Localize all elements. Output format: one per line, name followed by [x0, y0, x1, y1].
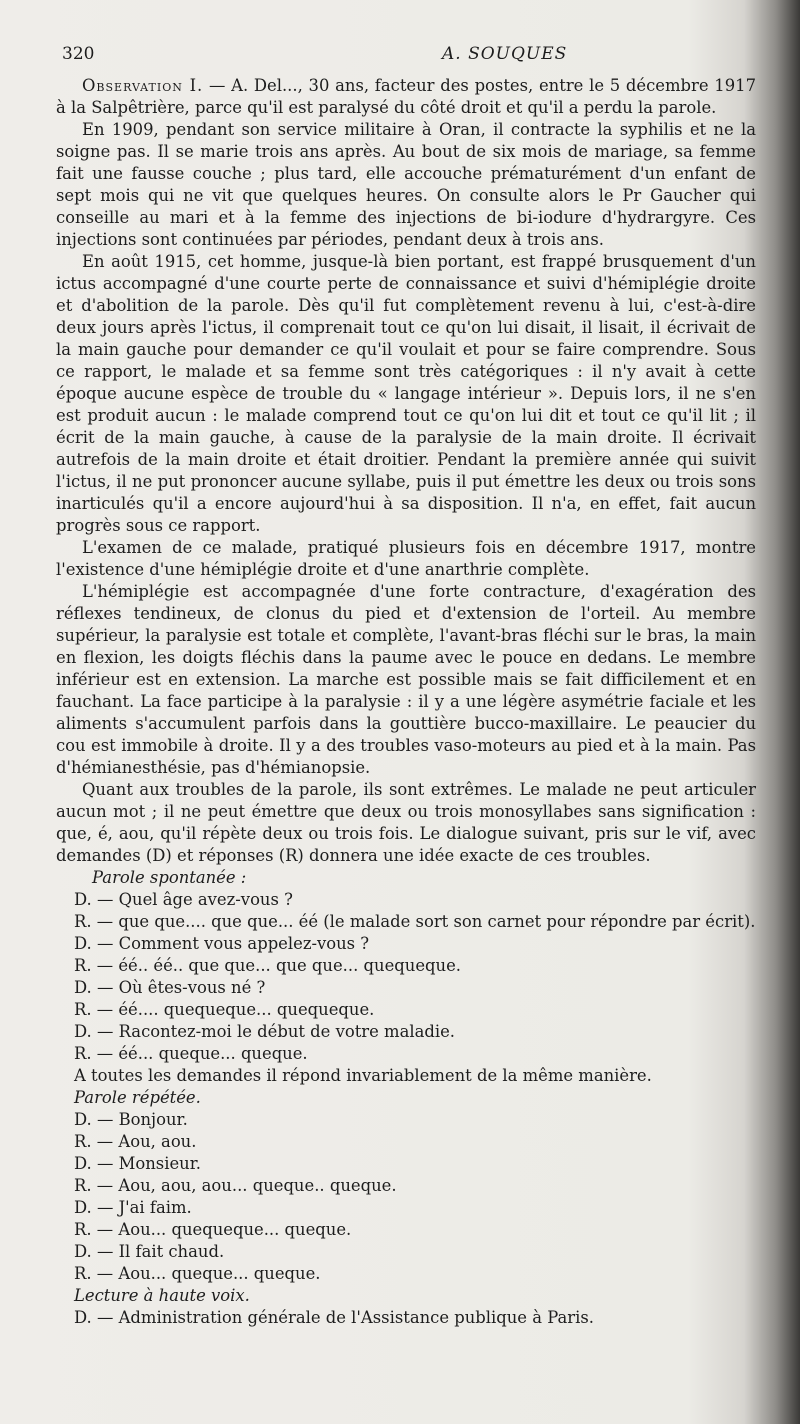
dialogue-line: D. — Administration générale de l'Assistance publique à Paris.: [74, 1308, 594, 1327]
dialogue-line: D. — Où êtes-vous né ?: [74, 978, 266, 997]
dialogue-line: D. — Racontez-moi le début de votre maladie.: [74, 1022, 456, 1041]
page-header: [62, 40, 742, 70]
page-number: 320: [62, 44, 95, 64]
paragraph: Quant aux troubles de la parole, ils sont extrêmes. Le malade ne peut articuler aucun mot ; il ne peut émettre que deux ou trois monosyllabes sans signification : que, é, aou, qu'il répète deux ou trois fois. Le dialogue suivant, pris sur le vif, avec demandes (D) et réponses (R) donnera une idée exacte de ces troubles.: [56, 780, 756, 865]
dialogue-line: D. — Comment vous appelez-vous ?: [74, 934, 370, 953]
paragraph: L'hémiplégie est accompagnée d'une forte contracture, d'exagération des réflexes tendineux, de clonus du pied et d'extension de l'orteil. Au membre supérieur, la paralysie est totale et complète, l'avant-bras fléchi sur le bras, la main en flexion, les doigts fléchis dans la paume avec le pouce en dedans. Le membre inférieur est en extension. La marche est possible mais se fait difficilement et en fauchant. La face participe à la paralysie : il y a une légère asymétrie faciale et les aliments s'accumulent parfois dans la gouttière bucco-maxillaire. Le peaucier du cou est immobile à droite. Il y a des troubles vaso-moteurs au pied et à la main. Pas d'hémianesthésie, pas d'hémianopsie.: [56, 582, 756, 777]
dialogue-line: R. — éé.... quequeque... quequeque.: [74, 1000, 375, 1019]
dialogue-line: R. — que que.... que que... éé (le malade sort son carnet pour répondre par écrit).: [74, 912, 756, 931]
paragraph: L'examen de ce malade, pratiqué plusieurs fois en décembre 1917, montre l'existence d'une hémiplégie droite et d'une anarthrie complète.: [56, 538, 756, 579]
paragraph: En août 1915, cet homme, jusque-là bien portant, est frappé brusquement d'un ictus accompagné d'une courte perte de connaissance et suivi d'hémiplégie droite et d'abolition de la parole. Dès qu'il fut complètement revenu à lui, c'est-à-dire deux jours après l'ictus, il comprenait tout ce qu'on lui disait, il lisait, il écrivait de la main gauche pour demander ce qu'il voulait et pour se faire comprendre. Sous ce rapport, le malade et sa femme sont très catégoriques : il n'y avait à cette époque aucune espèce de trouble du « langage intérieur ». Depuis lors, il ne s'en est produit aucun : le malade comprend tout ce qu'on lui dit et tout ce qu'il lit ; il écrit de la main gauche, à cause de la paralysie de la main droite. Il écrivait autrefois de la main droite et était droitier. Pendant la première année qui suivit l'ictus, il ne put prononcer aucune syllabe, puis il put émettre les deux ou trois sons inarticulés qu'il a encore aujourd'hui à sa disposition. Il n'a, en effet, fait aucun progrès sous ce rapport.: [56, 252, 756, 535]
dialogue-line: R. — éé... queque... queque.: [74, 1044, 308, 1063]
running-head: A. SOUQUES: [442, 44, 568, 64]
observation-lead: Observation I.: [82, 76, 204, 95]
dialogue-line: D. — Quel âge avez-vous ?: [74, 890, 293, 909]
section-title-repeated: Parole répétée.: [74, 1088, 201, 1107]
dialogue-reading: [56, 1307, 756, 1329]
dialogue-spontaneous: [56, 889, 756, 1065]
section-title-reading: Lecture à haute voix.: [74, 1286, 250, 1305]
dialogue-line: R. — Aou... quequeque... queque.: [74, 1220, 352, 1239]
dialogue-line: R. — Aou, aou, aou... queque.. queque.: [74, 1176, 397, 1195]
dialogue-line: R. — Aou, aou.: [74, 1132, 197, 1151]
dialogue-line: D. — Bonjour.: [74, 1110, 188, 1129]
section-title-spontaneous: Parole spontanée :: [92, 868, 247, 887]
dialogue-line: D. — Monsieur.: [74, 1154, 201, 1173]
paragraph: [56, 75, 756, 119]
dialogue-line: R. — éé.. éé.. que que... que que... quequeque.: [74, 956, 461, 975]
summary-line: A toutes les demandes il répond invariablement de la même manière.: [74, 1066, 652, 1085]
dialogue-line: D. — J'ai faim.: [74, 1198, 192, 1217]
dialogue-repeated: [56, 1109, 756, 1285]
paragraph-text: — A. Del..., 30 ans, facteur des postes, entre le 5 décembre 1917 à la Salpêtrière, parce qu'il est paralysé du côté droit et qu'il a perdu la parole.: [56, 76, 756, 117]
dialogue-line: R. — Aou... queque... queque.: [74, 1264, 321, 1283]
paragraph: En 1909, pendant son service militaire à Oran, il contracte la syphilis et ne la soigne pas. Il se marie trois ans après. Au bout de six mois de mariage, sa femme fait une fausse couche ; plus tard, elle accouche prématurément d'un enfant de sept mois qui ne vit que quelques heures. On consulte alors le Pr Gaucher qui conseille au mari et à la femme des injections de bi-iodure d'hydrargyre. Ces injections sont continuées par périodes, pendant deux à trois ans.: [56, 120, 756, 249]
dialogue-line: D. — Il fait chaud.: [74, 1242, 225, 1261]
body-text: [56, 75, 756, 1329]
